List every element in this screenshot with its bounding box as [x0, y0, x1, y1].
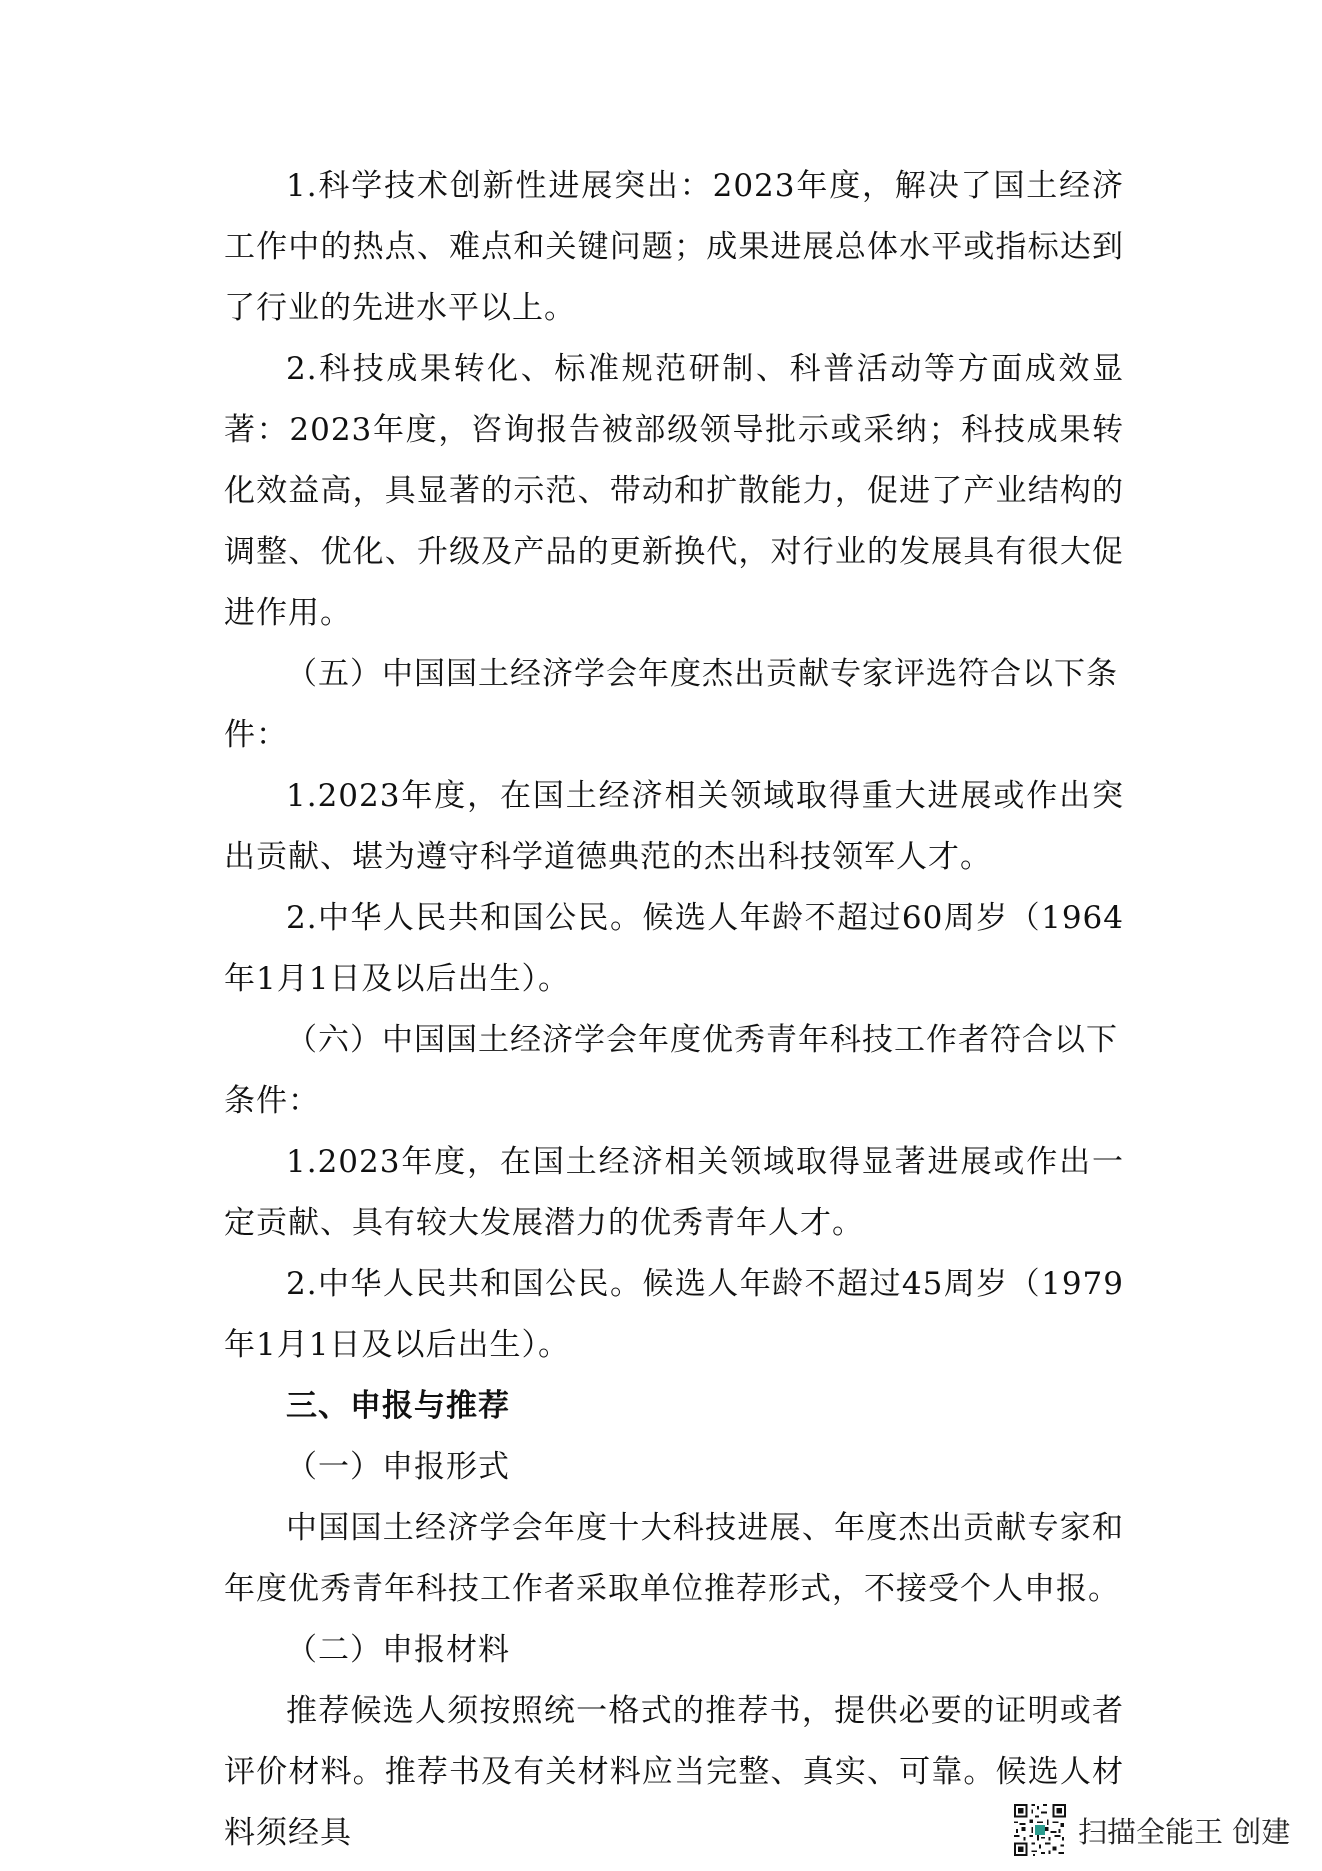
subsection-application-materials: （二）申报材料: [286, 1632, 510, 1668]
paragraph-expert-criteria-2: 2.中华人民共和国公民。候选人年龄不超过60周岁（1964年1月1日及以后出生）。: [224, 900, 1124, 997]
paragraph-innovation: 1.科学技术创新性进展突出：2023年度，解决了国土经济工作中的热点、难点和关键问题；成果进展总体水平或指标达到了行业的先进水平以上。: [224, 168, 1124, 326]
paragraph-youth-criteria-1: 1.2023年度，在国土经济相关领域取得显著进展或作出一定贡献、具有较大发展潜力的优秀青年人才。: [224, 1144, 1124, 1241]
watermark-text: 扫描全能王 创建: [1078, 1814, 1291, 1849]
subsection-6-title: （六）中国国土经济学会年度优秀青年科技工作者符合以下条件：: [224, 1022, 1118, 1119]
paragraph-expert-criteria-1: 1.2023年度，在国土经济相关领域取得重大进展或作出突出贡献、堪为遵守科学道德典范的杰出科技领军人才。: [224, 778, 1124, 875]
paragraph-youth-criteria-2: 2.中华人民共和国公民。候选人年龄不超过45周岁（1979年1月1日及以后出生）。: [224, 1266, 1124, 1363]
paragraph-application-form: 中国国土经济学会年度十大科技进展、年度杰出贡献专家和年度优秀青年科技工作者采取单位推荐形式，不接受个人申报。: [224, 1510, 1124, 1607]
paragraph-transformation: 2.科技成果转化、标准规范研制、科普活动等方面成效显著：2023年度，咨询报告被部级领导批示或采纳；科技成果转化效益高，具显著的示范、带动和扩散能力，促进了产业结构的调整、优化、升级及产品的更新换代，对行业的发展具有很大促进作用。: [224, 351, 1124, 631]
subsection-5-title: （五）中国国土经济学会年度杰出贡献专家评选符合以下条件：: [224, 656, 1118, 753]
scanner-watermark: [1012, 1801, 1290, 1859]
document-body: [224, 156, 1124, 1864]
section-3-heading: 三、申报与推荐: [286, 1388, 510, 1424]
qr-code-icon: [1012, 1802, 1068, 1858]
paragraph-application-materials: 推荐候选人须按照统一格式的推荐书，提供必要的证明或者评价材料。推荐书及有关材料应当完整、真实、可靠。候选人材料须经具: [224, 1693, 1124, 1851]
subsection-application-form: （一）申报形式: [286, 1449, 510, 1485]
